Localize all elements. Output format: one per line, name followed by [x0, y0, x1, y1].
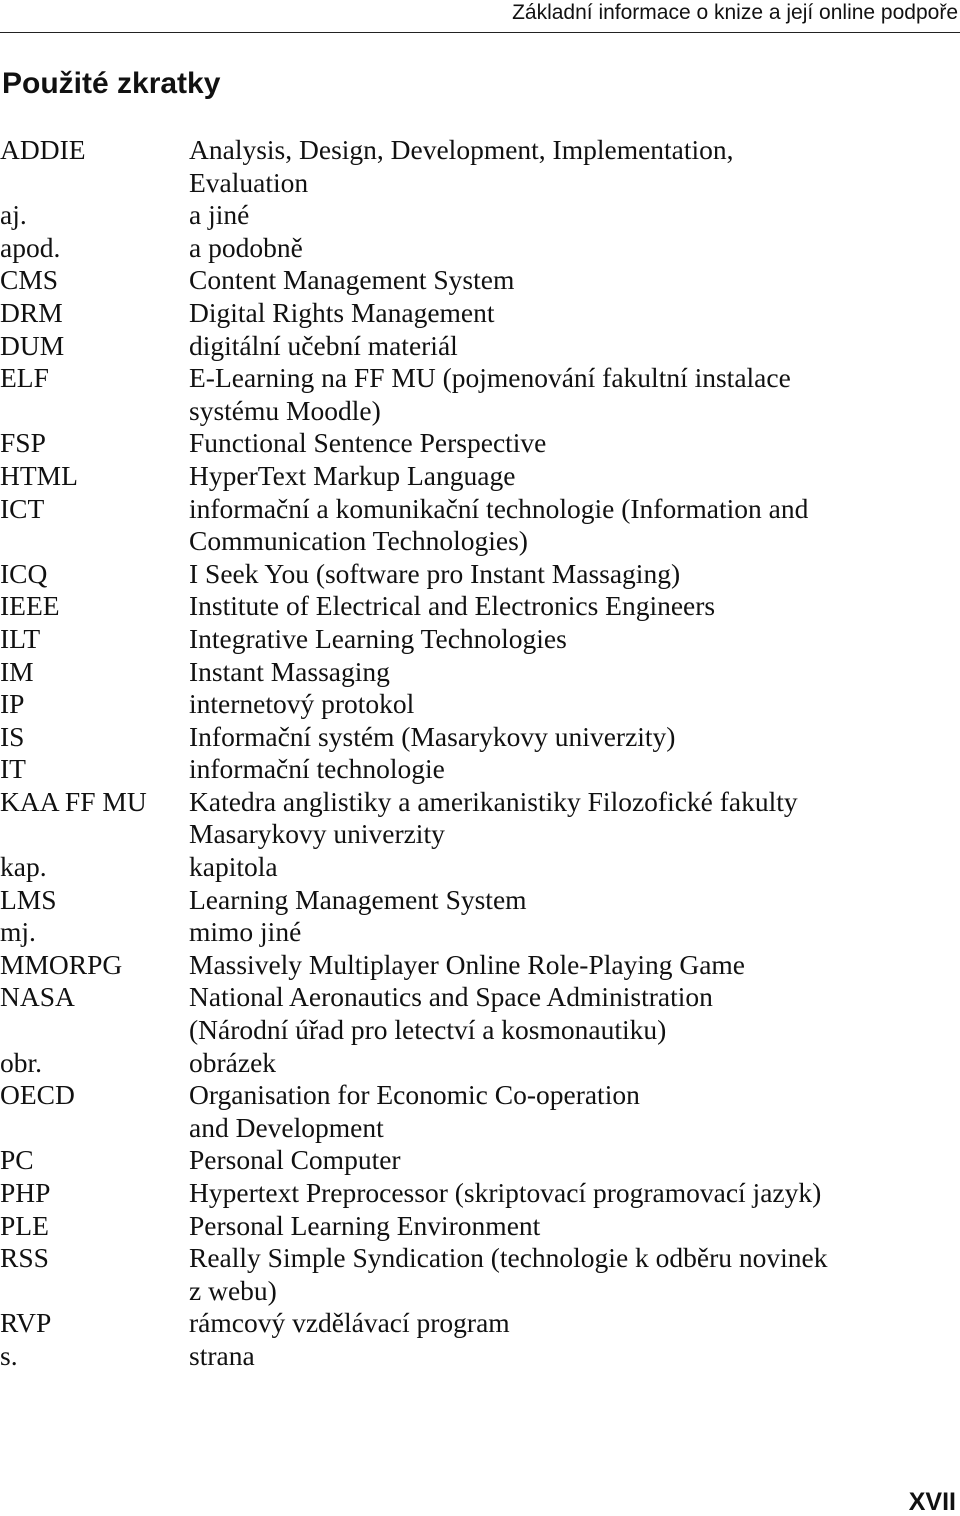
- definition-line: Instant Massaging: [189, 655, 390, 687]
- abbreviation-term: ILT: [0, 622, 41, 654]
- abbreviation-term: IP: [0, 688, 25, 720]
- definition-line: informační technologie: [189, 753, 445, 785]
- abbreviation-row: [0, 558, 960, 591]
- abbreviation-term: MMORPG: [0, 948, 123, 980]
- abbreviation-definition: [189, 134, 959, 199]
- abbreviation-definition: [189, 199, 959, 232]
- definition-line: z webu): [189, 1274, 277, 1306]
- abbreviation-term: IM: [0, 655, 34, 687]
- definition-line: a podobně: [189, 231, 303, 263]
- abbreviation-row: [0, 1307, 960, 1340]
- abbreviation-row: [0, 199, 960, 232]
- abbreviation-row: [0, 493, 960, 558]
- abbreviation-row: [0, 134, 960, 199]
- definition-line: Communication Technologies): [189, 525, 528, 557]
- abbreviation-row: [0, 1047, 960, 1080]
- abbreviation-definition: [189, 981, 959, 1046]
- abbreviation-term: aj.: [0, 199, 27, 231]
- abbreviation-list: [0, 134, 960, 1373]
- abbreviation-term: HTML: [0, 459, 78, 491]
- definition-line: Institute of Electrical and Electronics Engineers: [189, 590, 716, 622]
- abbreviation-row: [0, 264, 960, 297]
- abbreviation-row: [0, 753, 960, 786]
- abbreviation-term: ELF: [0, 362, 49, 394]
- page-title: Použité zkratky: [2, 67, 221, 100]
- abbreviation-term: LMS: [0, 883, 57, 915]
- abbreviation-definition: [189, 916, 959, 949]
- definition-line: informační a komunikační technologie (Information and: [189, 492, 809, 524]
- abbreviation-row: [0, 232, 960, 265]
- abbreviation-term: PHP: [0, 1177, 51, 1208]
- abbreviation-definition: [189, 753, 959, 786]
- definition-line: Learning Management System: [189, 883, 527, 915]
- abbreviation-definition: [189, 1307, 959, 1340]
- definition-line: Evaluation: [189, 166, 309, 198]
- abbreviation-term: DRM: [0, 296, 63, 328]
- abbreviation-row: [0, 623, 960, 656]
- abbreviation-definition: [189, 721, 959, 754]
- definition-line: (Národní úřad pro letectví a kosmonautiku): [189, 1014, 667, 1046]
- abbreviation-definition: [189, 297, 959, 330]
- definition-line: internetový protokol: [189, 688, 415, 720]
- abbreviation-definition: [189, 493, 959, 558]
- abbreviation-row: [0, 949, 960, 982]
- header-rule: [0, 32, 960, 33]
- abbreviation-row: [0, 981, 960, 1046]
- abbreviation-definition: [189, 1177, 959, 1210]
- abbreviation-row: [0, 688, 960, 721]
- abbreviation-term: ADDIE: [0, 134, 86, 165]
- abbreviation-row: [0, 330, 960, 363]
- definition-line: and Development: [189, 1111, 384, 1143]
- definition-line: Digital Rights Management: [189, 296, 495, 328]
- abbreviation-term: RSS: [0, 1242, 49, 1274]
- abbreviation-definition: [189, 427, 959, 460]
- definition-line: Personal Learning Environment: [189, 1209, 541, 1241]
- abbreviation-definition: [189, 460, 959, 493]
- abbreviation-row: [0, 427, 960, 460]
- abbreviation-term: KAA FF MU: [0, 785, 147, 817]
- definition-line: National Aeronautics and Space Administration: [189, 981, 713, 1013]
- abbreviation-definition: [189, 1079, 959, 1144]
- definition-line: Massively Multiplayer Online Role-Playing Game: [189, 948, 746, 980]
- abbreviation-definition: [189, 1210, 959, 1243]
- definition-line: Masarykovy univerzity: [189, 818, 445, 850]
- definition-line: digitální učební materiál: [189, 329, 458, 361]
- definition-line: Katedra anglistiky a amerikanistiky Filozofické fakulty: [189, 785, 798, 817]
- abbreviation-definition: [189, 264, 959, 297]
- abbreviation-definition: [189, 330, 959, 363]
- abbreviation-definition: [189, 623, 959, 656]
- definition-line: E-Learning na FF MU (pojmenování fakultní instalace: [189, 362, 791, 394]
- abbreviation-definition: [189, 1047, 959, 1080]
- definition-line: Informační systém (Masarykovy univerzity): [189, 720, 676, 752]
- abbreviation-row: [0, 851, 960, 884]
- abbreviation-row: [0, 1340, 960, 1373]
- abbreviation-term: kap.: [0, 851, 47, 883]
- abbreviation-definition: [189, 362, 959, 427]
- definition-line: Organisation for Economic Co-operation: [189, 1079, 640, 1111]
- abbreviation-term: IEEE: [0, 590, 60, 622]
- abbreviation-term: RVP: [0, 1307, 52, 1339]
- abbreviation-definition: [189, 1144, 959, 1177]
- abbreviation-row: [0, 1144, 960, 1177]
- definition-line: Hypertext Preprocessor (skriptovací programovací jazyk): [189, 1177, 822, 1208]
- definition-line: Content Management System: [189, 264, 515, 296]
- definition-line: Really Simple Syndication (technologie k odběru novinek: [189, 1242, 828, 1274]
- abbreviation-row: [0, 884, 960, 917]
- definition-line: obrázek: [189, 1046, 277, 1078]
- abbreviation-term: CMS: [0, 264, 59, 296]
- abbreviation-term: IT: [0, 753, 26, 785]
- abbreviation-row: [0, 1210, 960, 1243]
- abbreviation-row: [0, 1242, 960, 1307]
- abbreviation-term: PC: [0, 1144, 34, 1176]
- definition-line: Personal Computer: [189, 1144, 401, 1176]
- definition-line: strana: [189, 1339, 255, 1371]
- abbreviation-row: [0, 1177, 960, 1210]
- definition-line: rámcový vzdělávací program: [189, 1307, 510, 1339]
- abbreviation-term: s.: [0, 1339, 18, 1371]
- abbreviation-definition: [189, 590, 959, 623]
- abbreviation-term: OECD: [0, 1079, 75, 1111]
- definition-line: Analysis, Design, Development, Implementation,: [189, 134, 734, 165]
- abbreviation-definition: [189, 949, 959, 982]
- abbreviation-definition: [189, 558, 959, 591]
- abbreviation-term: apod.: [0, 231, 61, 263]
- abbreviation-term: DUM: [0, 329, 65, 361]
- abbreviation-row: [0, 590, 960, 623]
- abbreviation-term: NASA: [0, 981, 75, 1013]
- abbreviation-row: [0, 460, 960, 493]
- abbreviation-row: [0, 362, 960, 427]
- definition-line: Integrative Learning Technologies: [189, 622, 567, 654]
- running-header: Základní informace o knize a její online podpoře: [512, 1, 958, 24]
- abbreviation-definition: [189, 786, 959, 851]
- definition-line: I Seek You (software pro Instant Massaging): [189, 557, 681, 589]
- abbreviation-definition: [189, 851, 959, 884]
- abbreviation-term: mj.: [0, 916, 36, 948]
- definition-line: kapitola: [189, 851, 278, 883]
- abbreviation-row: [0, 297, 960, 330]
- abbreviation-row: [0, 1079, 960, 1144]
- abbreviation-definition: [189, 1242, 959, 1307]
- abbreviation-row: [0, 656, 960, 689]
- abbreviation-definition: [189, 884, 959, 917]
- definition-line: a jiné: [189, 199, 250, 231]
- definition-line: mimo jiné: [189, 916, 302, 948]
- abbreviation-term: ICT: [0, 492, 45, 524]
- abbreviation-term: IS: [0, 720, 25, 752]
- abbreviation-definition: [189, 1340, 959, 1373]
- abbreviation-definition: [189, 656, 959, 689]
- abbreviation-row: [0, 721, 960, 754]
- abbreviation-row: [0, 916, 960, 949]
- abbreviation-row: [0, 786, 960, 851]
- abbreviation-term: FSP: [0, 427, 46, 459]
- definition-line: systému Moodle): [189, 394, 381, 426]
- abbreviation-term: ICQ: [0, 557, 48, 589]
- abbreviation-definition: [189, 232, 959, 265]
- abbreviation-term: PLE: [0, 1209, 49, 1241]
- abbreviation-definition: [189, 688, 959, 721]
- page-number: XVII: [908, 1488, 956, 1516]
- abbreviation-term: obr.: [0, 1046, 43, 1078]
- definition-line: Functional Sentence Perspective: [189, 427, 547, 459]
- definition-line: HyperText Markup Language: [189, 459, 516, 491]
